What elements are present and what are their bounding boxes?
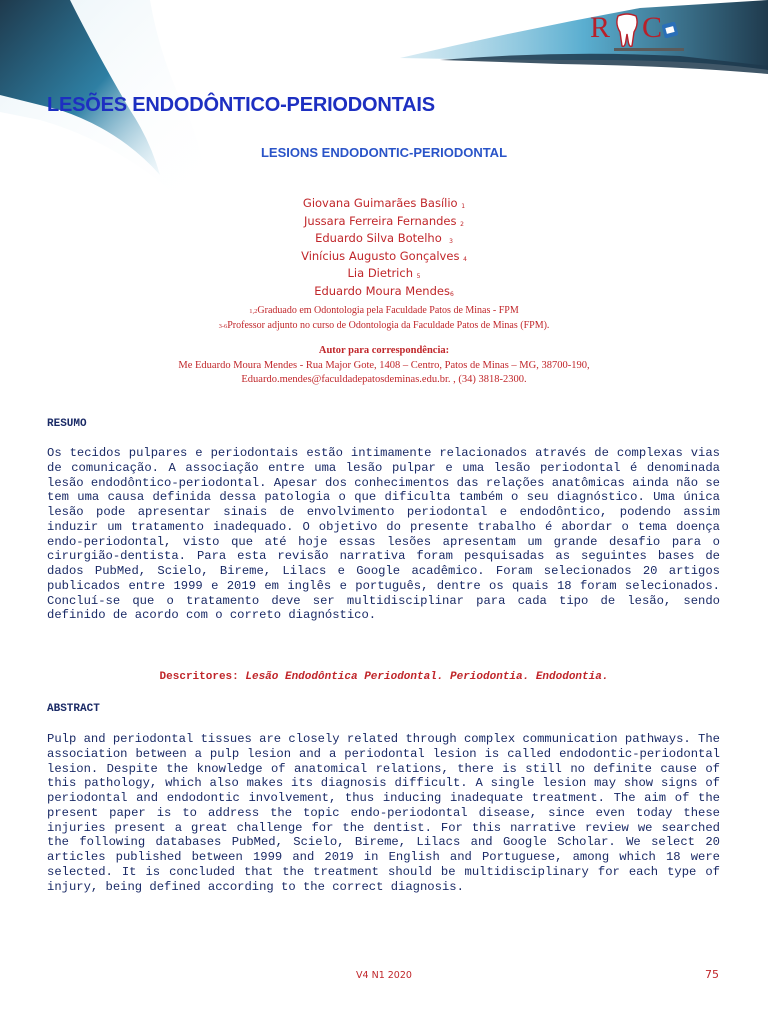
logo-subtitle-bar [614,48,684,51]
tooth-icon [614,12,640,48]
author-line: Eduardo Silva Botelho $_3$ [315,231,453,246]
footer-volume: V4 N1 2020 [356,970,412,981]
author-list [0,196,768,302]
author-line: Giovana Guimarães Basílio $_1$ [302,196,466,210]
author-line: Jussara Ferreira Fernandes $_2$ [304,213,464,228]
correspondence-address: Me Eduardo Moura Mendes - Rua Major Gote, 1408 – Centro, Patos de Minas – MG, 38700-190, [178,359,590,371]
badge-icon [662,22,678,38]
descritores-label: Descritores: [159,671,239,683]
page-title: LESÕES ENDODÔNTICO-PERIODONTAIS [47,94,435,116]
abstract-heading: ABSTRACT [47,703,100,715]
descritores-terms: Lesão Endodôntica Periodontal. Periodontia. Endodontia. [245,671,609,683]
correspondence [0,344,768,388]
affiliation-line: 3-6Professor adjunto no curso de Odontologia da Faculdade Patos de Minas (FPM). [218,320,550,331]
affiliations [0,304,768,334]
page-subtitle: LESIONS ENDODONTIC-PERIODONTAL [260,145,508,160]
correspondence-label: Autor para correspondência: [318,345,450,356]
author-line: Vinícius Augusto Gonçalves $_4$ [301,248,467,263]
logo-letter-r: R [590,11,611,44]
journal-logo [590,8,690,56]
abstract-text: Pulp and periodontal tissues are closely related through complex communication pathways. The association between a pulp lesion and a periodontal lesion is called endodontic-periodontal lesion. Despite the knowledge of anatomical relations, there is still no definite cause of this pathology, which also makes its diagnosis difficult. A single lesion may show signs of periodontal and endodontic involvement, thus inducing inadequate treatment. The aim of the present paper is to address the topic endo-periodontal disease, since even today these injuries present a great challenge for the dentist. For this narrative review we searched the following databases PubMed, Scielo, Bireme, Lilacs and Google Scholar. We select 20 articles published between 1999 and 2019 in English and Portuguese, among which 18 were selected. It is concluded that the treatment should be multidisciplinary for each type of injury, being defined according to the correct diagnosis. [47,732,720,894]
resumo-text: Os tecidos pulpares e periodontais estão intimamente relacionados através de complexas vias de comunicação. A associação entre uma lesão pulpar e uma lesão periodontal é denominada lesão endodôntico-periodontal. Apesar dos conhecimentos das relações anatômicas ainda não se tem uma causa definida dessa patologia o que dificulta também o seu diagnóstico. Uma única lesão pode apresentar sinais de envolvimento periodontal e endodôntico, podendo assim induzir um tratamento inadequado. O objetivo do presente trabalho é abordar o tema doença endo-periodontal, visto que até hoje essas lesões apresentam um grande desafio para o cirurgião-dentista. Para esta revisão narrativa foram pesquisadas as seguintes bases de dados PubMed, Scielo, Bireme, Lilacs e Google acadêmico. Foram selecionados 20 artigos publicados entre 1999 e 2019 em inglês e português, dentre os quais 18 foram selecionados. Concluí-se que o tratamento deve ser multidisciplinar para cada tipo de lesão, sendo definido de acordo com o correto diagnóstico. [47,446,720,623]
page-number: 75 [705,968,719,981]
correspondence-contact: Eduardo.mendes@faculdadepatosdeminas.edu.br. , (34) 3818-2300. [241,374,527,385]
affiliation-line: 1,2Graduado em Odontologia pela Faculdade Patos de Minas - FPM [249,305,519,316]
resumo-heading: RESUMO [47,418,87,430]
author-line: Eduardo Moura Mendes$_6$ [314,283,454,298]
author-line: Lia Dietrich $_5$ [347,266,421,281]
descritores [0,671,768,683]
logo-letter-c: C [642,11,663,44]
